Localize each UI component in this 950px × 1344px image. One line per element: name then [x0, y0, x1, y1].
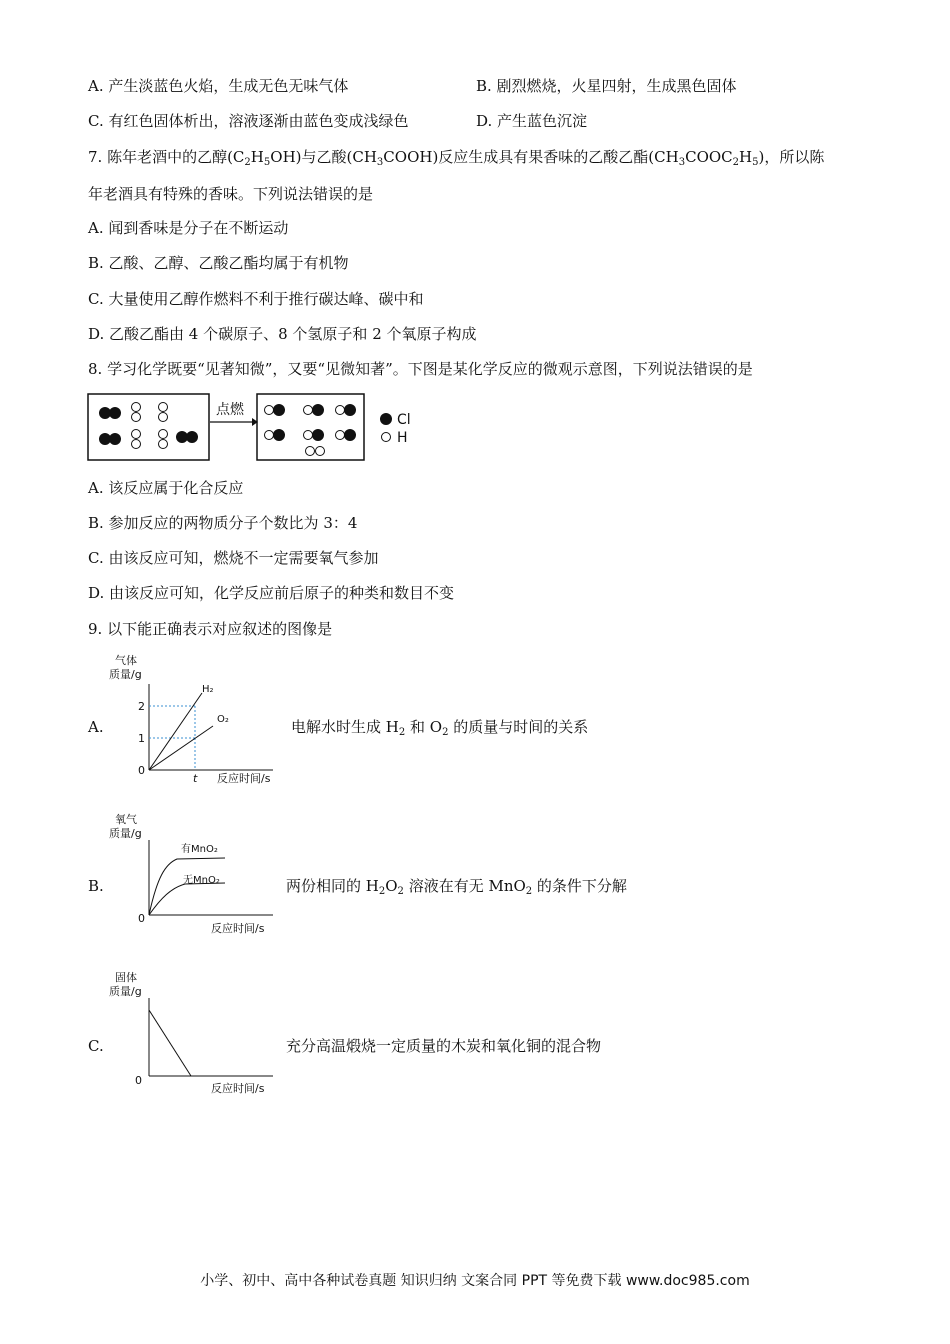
series-h2-label: H₂: [202, 684, 214, 695]
curve-without-mno2: [149, 883, 225, 915]
chart-c-origin: 0: [135, 1074, 142, 1087]
q6-option-a: A. 产生淡蓝色火焰，生成无色无味气体: [88, 77, 349, 95]
q7-stem-line2: 年老酒具有特殊的香味。下列说法错误的是: [88, 185, 374, 203]
q9-chart-a: [105, 650, 285, 786]
q9-option-b-letter: B.: [88, 877, 104, 895]
curve-with-mno2: [149, 858, 225, 915]
q7-option-a: A. 闻到香味是分子在不断运动: [88, 219, 289, 237]
q8-reaction-diagram: [86, 392, 436, 464]
o2-line: [149, 726, 213, 770]
q8-option-c: C. 由该反应可知，燃烧不一定需要氧气参加: [88, 549, 379, 567]
q9-option-a-description: 电解水时生成 $H_2$ 和 $O_2$ 的质量与时间的关系: [291, 718, 589, 738]
page-footer: 小学、初中、高中各种试卷真题 知识归纳 文案合同 PPT 等免费下载 www.doc985.com: [200, 1273, 750, 1289]
solid-mass-line: [149, 1010, 191, 1076]
q7-option-d: D. 乙酸乙酯由 4 个碳原子、8 个氢原子和 2 个氧原子构成: [88, 325, 477, 343]
chart-c-xlabel: 反应时间/s: [211, 1082, 265, 1095]
q7-option-b: B. 乙酸、乙醇、乙酸乙酯均属于有机物: [88, 254, 349, 272]
tick-2: 2: [138, 700, 145, 713]
legend-cl-label: Cl: [397, 412, 411, 428]
q9-chart-b: [105, 810, 285, 940]
chart-b-xlabel: 反应时间/s: [211, 922, 265, 935]
q8-option-d: D. 由该反应可知，化学反应前后原子的种类和数目不变: [88, 584, 455, 602]
q8-option-b: B. 参加反应的两物质分子个数比为 3：4: [88, 514, 358, 532]
chart-a-ylabel1: 气体: [115, 654, 137, 667]
origin-0: 0: [138, 764, 145, 777]
h2-line: [149, 693, 202, 770]
chart-a-xlabel: 反应时间/s: [217, 772, 271, 785]
q8-option-a: A. 该反应属于化合反应: [88, 479, 244, 497]
q7-option-c: C. 大量使用乙醇作燃料不利于推行碳达峰、碳中和: [88, 290, 424, 308]
q9-option-a-letter: A.: [88, 718, 104, 736]
series-with-mno2: 有MnO₂: [181, 844, 218, 855]
tick-1: 1: [138, 732, 145, 745]
q8-stem: 8. 学习化学既要“见著知微”，又要“见微知著”。下图是某化学反应的微观示意图，下列说法错误的是: [88, 360, 753, 378]
q6-option-c: C. 有红色固体析出，溶液逐渐由蓝色变成浅绿色: [88, 112, 409, 130]
q9-option-c-description: 充分高温煅烧一定质量的木炭和氧化铜的混合物: [286, 1037, 602, 1055]
chart-b-ylabel2: 质量/g: [109, 827, 142, 840]
q9-option-c-letter: C.: [88, 1037, 104, 1055]
q9-chart-c: [105, 968, 285, 1098]
chart-c-ylabel2: 质量/g: [109, 985, 142, 998]
q9-option-b-description: 两份相同的 $H_2O_2$ 溶液在有无 MnO$_2$ 的条件下分解: [286, 877, 627, 897]
q6-option-d: D. 产生蓝色沉淀: [476, 112, 588, 130]
legend-h-label: H: [397, 430, 408, 446]
q6-option-b: B. 剧烈燃烧，火星四射，生成黑色固体: [476, 77, 737, 95]
q7-stem-line1: 7. 陈年老酒中的乙醇$(C_2H_5OH)$与乙酸$(CH_3COOH)$反应生成具有果香味的乙酸乙酯$(CH_3COOC_2H_5)$，所以陈: [88, 148, 825, 168]
chart-c-ylabel1: 固体: [115, 971, 137, 984]
arrow-condition-label: 点燃: [216, 402, 244, 418]
series-without-mno2: 无MnO₂: [183, 875, 220, 886]
tick-t: t: [193, 772, 198, 785]
q9-stem: 9. 以下能正确表示对应叙述的图像是: [88, 620, 333, 638]
series-o2-label: O₂: [217, 714, 229, 725]
chart-a-ylabel2: 质量/g: [109, 668, 142, 681]
chart-b-origin: 0: [138, 912, 145, 925]
chart-b-ylabel1: 氧气: [115, 813, 137, 826]
